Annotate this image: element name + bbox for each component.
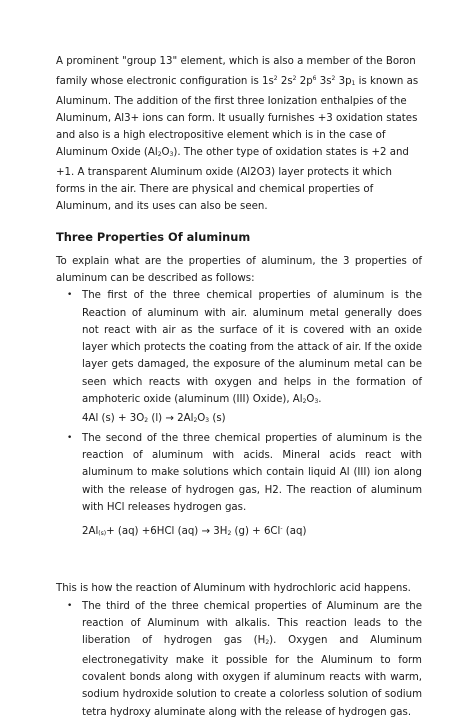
intro-paragraph bbox=[56, 53, 422, 216]
subscript: 2 bbox=[302, 398, 307, 406]
equation-part: (l) → 2Al bbox=[148, 413, 194, 425]
bullet-icon: • bbox=[67, 432, 73, 443]
section-lead: To explain what are the properties of aluminum, the 3 properties of aluminum can be described as follows: bbox=[56, 255, 422, 284]
bullet-icon: • bbox=[67, 600, 73, 611]
spacer bbox=[56, 542, 422, 580]
intro-text: A prominent "group 13" element, which is also a member of the Boron family whose electronic configuration is 1s bbox=[56, 56, 416, 88]
bullet-text: The first of the three chemical properties of aluminum is the Reaction of aluminum with air. aluminum metal generally does not react with air as the surface of it is covered with an oxide layer which protects the coating from the attack of air. If the oxide layer gets damaged, the exposure of the aluminum metal can be seen which reacts with oxygen and helps in the formation of amphoteric oxide (aluminum (III) Oxide), Al bbox=[82, 290, 422, 406]
superscript: 6 bbox=[312, 75, 317, 83]
subscript: 3 bbox=[205, 417, 210, 425]
superscript: 2 bbox=[292, 75, 297, 83]
bullet-text: The second of the three chemical properties of aluminum is the reaction of aluminum with acids. Mineral acids react with aluminum to make solutions which contain liquid Al (III) ion along with the release of hydrogen gas, H2. The reaction of aluminum with HCl releases hydrogen gas. bbox=[82, 432, 422, 513]
list-item bbox=[56, 598, 422, 721]
equation-part: 4Al (s) + 3O bbox=[82, 413, 145, 425]
bullet-text: O bbox=[306, 394, 315, 406]
transition-line: This is how the reaction of Aluminum with hydrochloric acid happens. bbox=[56, 583, 411, 595]
equation-acid bbox=[82, 520, 422, 542]
subscript: 2 bbox=[157, 151, 162, 159]
intro-text: 2p bbox=[296, 76, 313, 88]
document-body bbox=[56, 53, 422, 721]
superscript: 2 bbox=[331, 75, 336, 83]
equation-part: (s) bbox=[209, 413, 226, 425]
subscript: 2 bbox=[227, 530, 232, 538]
intro-text: 2s bbox=[277, 76, 293, 88]
intro-text: 3p bbox=[335, 76, 352, 88]
intro-text: O bbox=[161, 147, 170, 159]
properties-list-continued bbox=[56, 598, 422, 721]
intro-text: is known as Aluminum. The addition of the first three Ionization enthalpies of the Aluminum, Al3+ ions can form. It usually furnishes +3 oxidation states and also is a high electropositive element which is in the case of Aluminum Oxide (Al bbox=[56, 76, 419, 159]
subscript: 2 bbox=[193, 417, 198, 425]
equation-part: + (aq) +6HCl (aq) → 3H bbox=[106, 526, 228, 538]
equation-air bbox=[82, 410, 422, 429]
properties-list bbox=[56, 287, 422, 542]
bullet-icon: • bbox=[67, 290, 73, 301]
subscript: 2 bbox=[265, 639, 270, 647]
bullet-text: ). Oxygen and Aluminum electronegativity make it possible for the Aluminum to form covalent bonds along with oxygen if aluminum reacts with warm, sodium hydroxide solution to create a colorless solution of sodium tetra hydroxy aluminate along with the release of hydrogen gas. bbox=[82, 635, 422, 718]
subscript: 2 bbox=[144, 417, 149, 425]
equation-part: 2Al bbox=[82, 526, 99, 538]
list-item bbox=[56, 287, 422, 429]
bullet-text: The third of the three chemical properties of Aluminum are the reaction of Aluminum with alkalis. This reaction leads to the liberation of hydrogen gas (H bbox=[82, 600, 422, 647]
intro-text: ). The other type of oxidation states is +2 and +1. A transparent Aluminum oxide (Al2O3) layer protects it which forms in the air. There are physical and chemical properties of Aluminum, and its uses can also be seen. bbox=[56, 147, 409, 213]
equation-part: O bbox=[197, 413, 206, 425]
subscript: 1 bbox=[351, 80, 356, 88]
superscript: - bbox=[280, 525, 283, 533]
superscript: 2 bbox=[273, 75, 278, 83]
list-item bbox=[56, 430, 422, 543]
section-heading: Three Properties Of aluminum bbox=[56, 229, 251, 244]
subscript: 3 bbox=[169, 151, 174, 159]
intro-text: 3s bbox=[316, 76, 332, 88]
equation-part: (g) + 6Cl bbox=[231, 526, 281, 538]
subscript: (s) bbox=[98, 530, 107, 538]
equation-part: (aq) bbox=[282, 526, 307, 538]
bullet-text: . bbox=[318, 394, 322, 406]
subscript: 3 bbox=[314, 398, 319, 406]
